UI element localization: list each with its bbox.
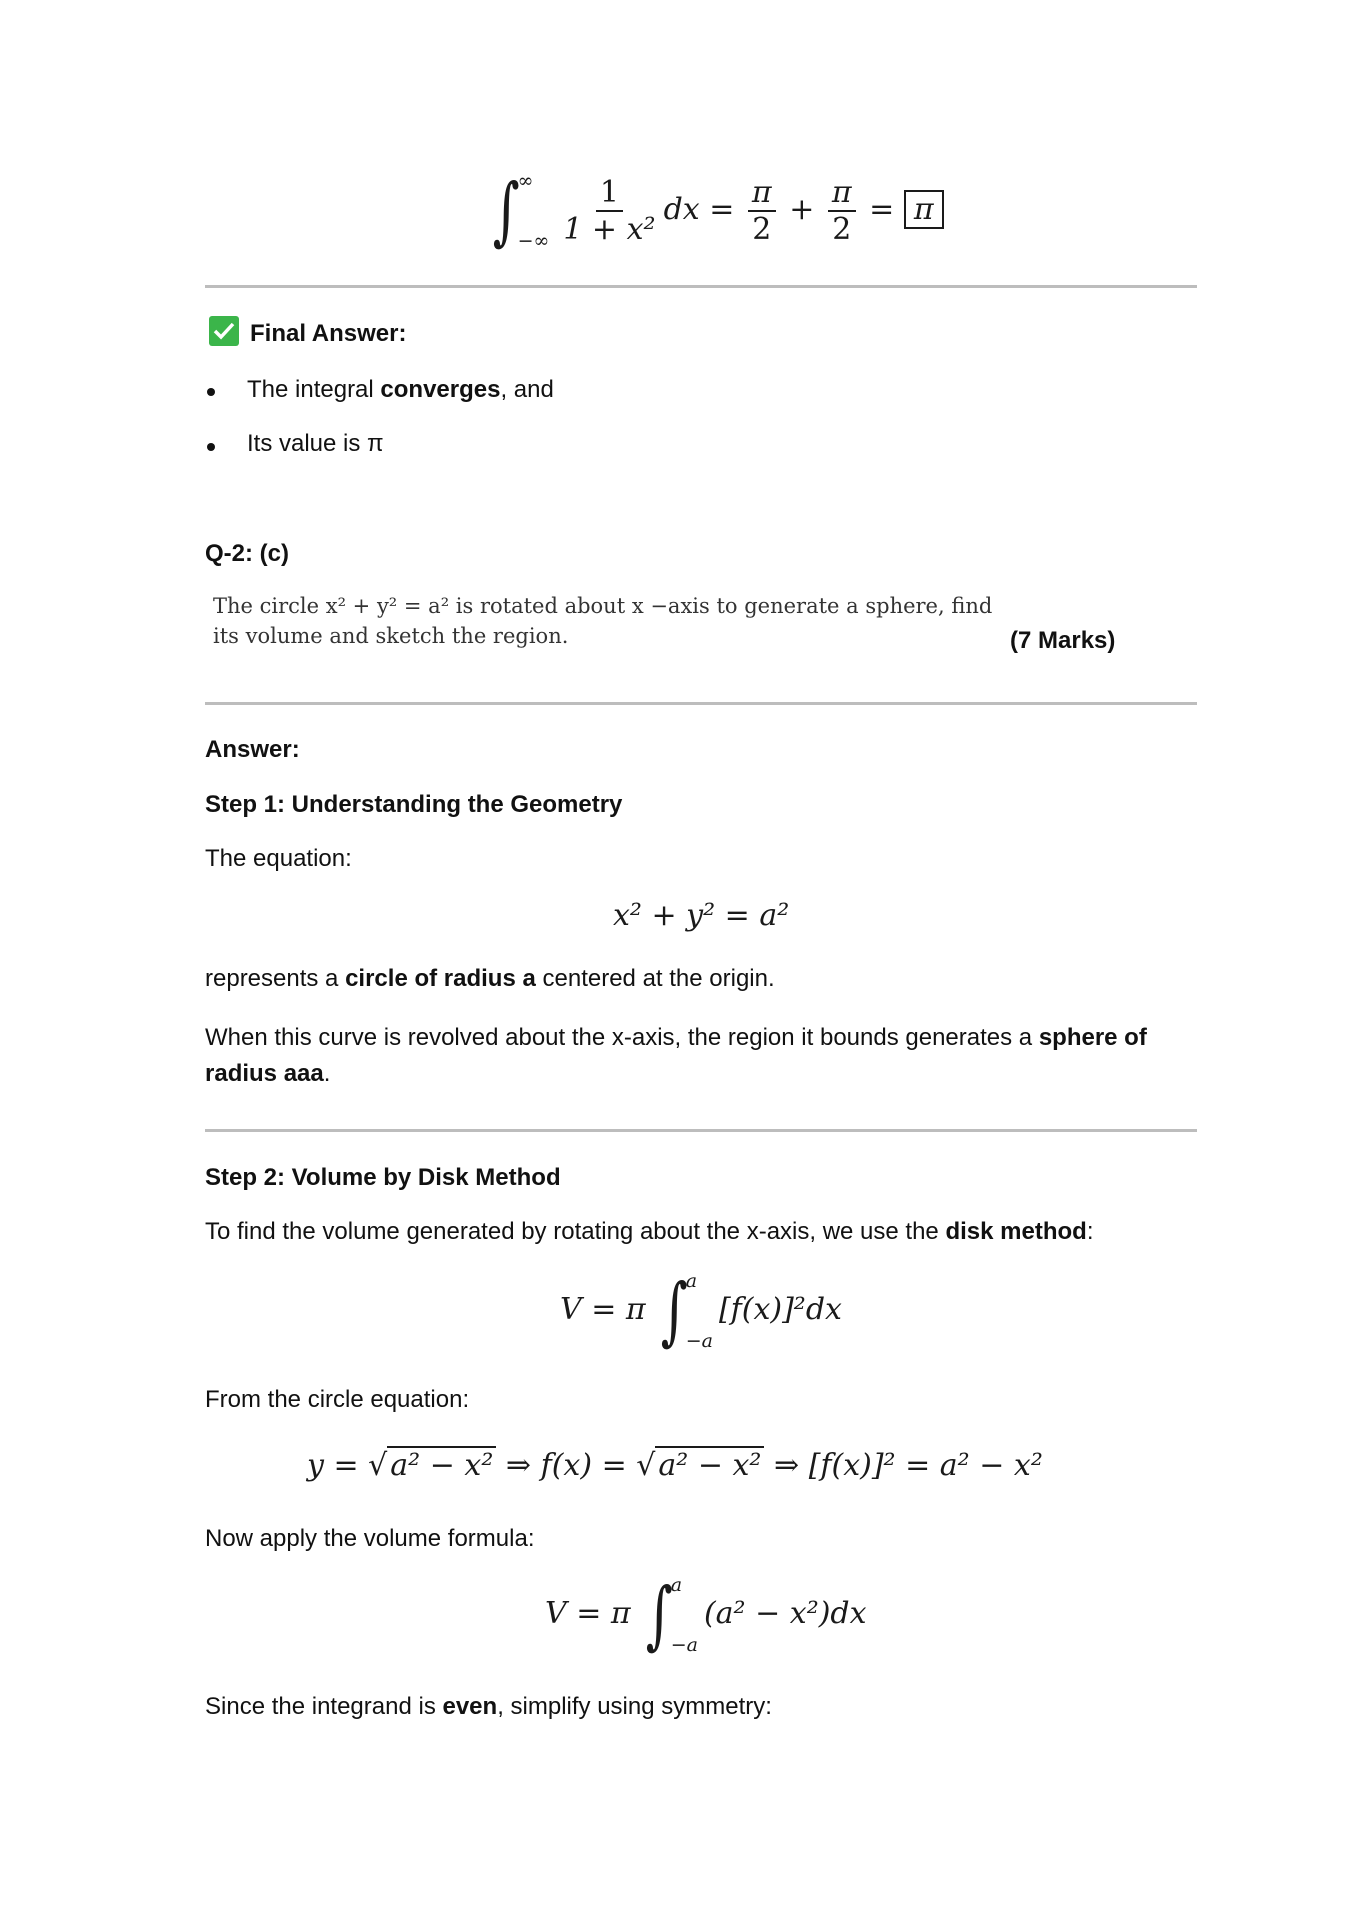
divider [205,285,1197,288]
integral-upper-limit: a [685,1270,698,1292]
disk-method-intro: To find the volume generated by rotating about the x-axis, we use the disk method: [205,1218,1094,1245]
equals-sign: = [709,192,735,227]
final-bullet-1: The integral converges, and [247,376,554,403]
chain-squared: [f(x)]² = a² − x² [808,1448,1043,1483]
equation-chain [307,1448,1043,1483]
step2-title: Step 2: Volume by Disk Method [205,1164,561,1191]
chain-f: f(x) = [540,1448,627,1483]
sqrt-sign: √ [636,1448,656,1483]
sqrt-sign: √ [368,1448,388,1483]
checkmark-icon [209,316,239,346]
represents-text: represents a circle of radius a centered at the origin. [205,965,775,992]
question-label: Q-2: (c) [205,540,289,567]
divider [205,702,1197,705]
volume-formula [560,1270,842,1352]
integral-upper-limit: a [670,1574,683,1596]
from-circle-text: From the circle equation: [205,1386,470,1413]
final-bullet-2: Its value is π [247,430,384,457]
answer-label: Answer: [205,736,300,763]
question-line-2: its volume and sketch the region. [213,624,569,648]
boxed-result: π [904,190,944,229]
sqrt-radicand: a² − x² [655,1446,764,1483]
equation-circle: x² + y² = a² [613,898,790,933]
volume-lhs: V = π [545,1596,631,1631]
divider [205,1129,1197,1132]
implies-arrow: ⇒ [774,1448,800,1483]
integrand: [f(x)]²dx [718,1292,842,1327]
implies-arrow: ⇒ [505,1448,532,1483]
question-line-1: The circle x² + y² = a² is rotated about x −axis to generate a sphere, find [213,594,993,618]
pi-numerator: π [748,177,776,213]
fraction-denominator: 1 + x² [563,212,656,247]
integral-lower-limit: −a [685,1330,713,1352]
step1-title: Step 1: Understanding the Geometry [205,791,623,818]
plus-sign: + [789,192,815,227]
integral-upper-limit: ∞ [517,170,534,192]
apply-formula-text: Now apply the volume formula: [205,1525,535,1552]
volume-formula-2 [545,1574,867,1656]
integral-sign: ∫ [660,1268,688,1354]
final-answer-heading: Final Answer: [250,320,407,347]
integral-lower-limit: −a [670,1634,698,1656]
integral-sign: ∫ [492,168,520,254]
equation-integral-result [487,170,944,252]
two-denominator: 2 [832,212,852,247]
equals-sign: = [869,192,895,227]
volume-lhs: V = π [560,1292,646,1327]
bullet [207,443,215,451]
revolved-text: When this curve is revolved about the x-axis, the region it bounds generates a sphere of radius aaa. [205,1024,1147,1087]
pi-numerator: π [828,177,856,213]
chain-y: y = [307,1448,359,1483]
two-denominator: 2 [752,212,772,247]
symmetry-text: Since the integrand is even, simplify using symmetry: [205,1693,772,1720]
integral-lower-limit: −∞ [517,230,550,252]
differential: dx [663,192,700,227]
bullet [207,388,215,396]
integrand: (a² − x²)dx [703,1596,867,1631]
marks-label: (7 Marks) [1010,627,1116,654]
fraction-numerator: 1 [596,177,623,213]
sqrt-radicand: a² − x² [387,1446,496,1483]
integral-sign: ∫ [645,1572,673,1658]
the-equation-text: The equation: [205,845,352,872]
